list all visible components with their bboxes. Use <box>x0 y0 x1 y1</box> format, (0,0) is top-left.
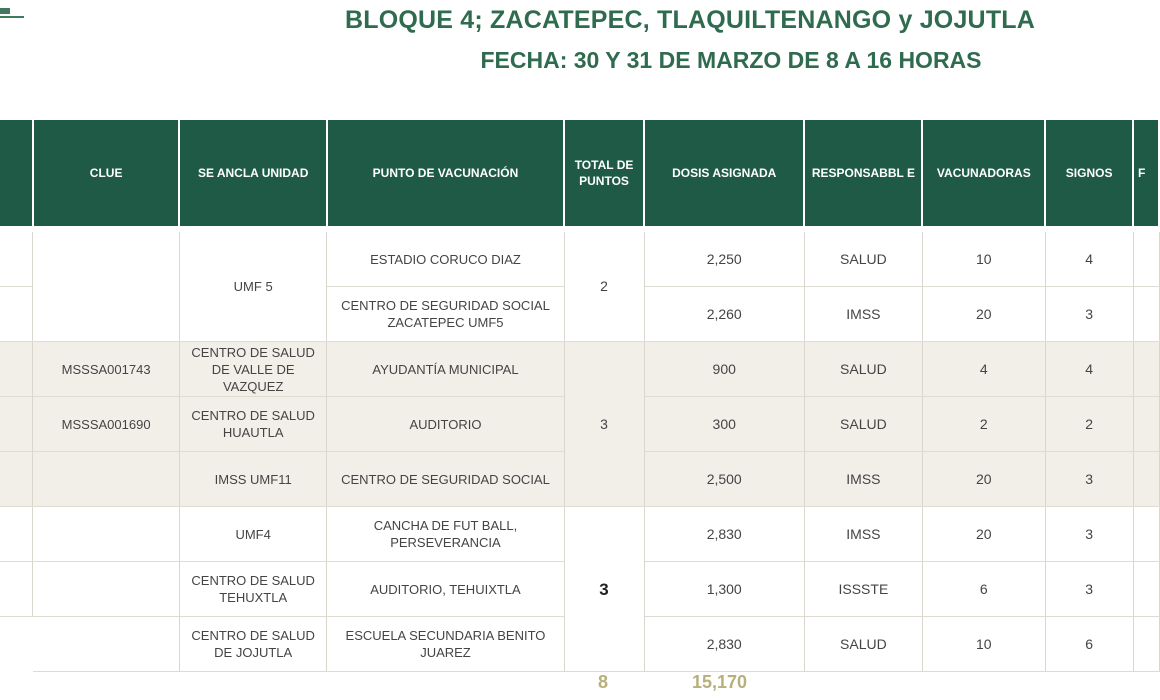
cell-blank <box>0 562 33 617</box>
cell-unidad: CENTRO DE SALUD DE JOJUTLA <box>179 617 326 672</box>
cell-unidad: IMSS UMF11 <box>179 452 326 507</box>
cell-total: 2 <box>564 229 644 342</box>
cell-vac: 4 <box>922 342 1045 397</box>
cell-blank <box>0 287 33 342</box>
cell-punto: CENTRO DE SEGURIDAD SOCIAL <box>327 452 564 507</box>
cell-signos: 3 <box>1045 287 1133 342</box>
col-header-signos: SIGNOS <box>1045 120 1133 229</box>
cell-signos: 4 <box>1045 342 1133 397</box>
cell-signos: 3 <box>1045 507 1133 562</box>
cell-signos: 4 <box>1045 229 1133 287</box>
cell-signos: 2 <box>1045 397 1133 452</box>
cell-punto: AUDITORIO, TEHUIXTLA <box>327 562 564 617</box>
cell-total: 3 <box>564 342 644 507</box>
cell-signos: 3 <box>1045 452 1133 507</box>
cell-vac: 10 <box>922 617 1045 672</box>
cell-blank <box>0 397 33 452</box>
cell-dosis: 2,250 <box>644 229 804 287</box>
cell-extra <box>1133 287 1159 342</box>
cell-punto: AYUDANTÍA MUNICIPAL <box>327 342 564 397</box>
cell-total: 3 <box>564 507 644 672</box>
cell-vac: 20 <box>922 507 1045 562</box>
cell-dosis: 300 <box>644 397 804 452</box>
header-row <box>0 120 1159 229</box>
cell-dosis: 2,830 <box>644 617 804 672</box>
col-header-clue: CLUE <box>33 120 180 229</box>
cell-unidad: UMF4 <box>179 507 326 562</box>
cell-signos: 3 <box>1045 562 1133 617</box>
cell-clue <box>33 452 180 507</box>
cell-dosis: 900 <box>644 342 804 397</box>
cell-vac: 20 <box>922 287 1045 342</box>
cell-punto: ESCUELA SECUNDARIA BENITO JUAREZ <box>327 617 564 672</box>
cell-resp: SALUD <box>804 617 922 672</box>
col-header-resp-label: RESPONSABBL E <box>811 166 915 180</box>
title-line-2: FECHA: 30 Y 31 DE MARZO DE 8 A 16 HORAS <box>480 47 982 73</box>
col-header-0 <box>0 120 33 229</box>
cell-signos: 6 <box>1045 617 1133 672</box>
cell-resp: SALUD <box>804 342 922 397</box>
col-header-total <box>564 120 644 229</box>
cell-dosis: 1,300 <box>644 562 804 617</box>
cell-clue <box>33 229 180 342</box>
total-dosis: 15,170 <box>692 672 748 692</box>
vaccination-table <box>0 120 1160 672</box>
cell-resp: ISSSTE <box>804 562 922 617</box>
cell-blank <box>0 342 33 397</box>
cell-unidad: UMF 5 <box>179 229 326 342</box>
cell-punto: ESTADIO CORUCO DIAZ <box>327 229 564 287</box>
cell-punto: AUDITORIO <box>327 397 564 452</box>
col-header-extra: F <box>1133 120 1159 229</box>
cell-vac: 10 <box>922 229 1045 287</box>
cell-vac: 6 <box>922 562 1045 617</box>
page-title <box>300 6 1080 74</box>
cell-clue <box>33 507 180 562</box>
cell-clue <box>33 562 180 617</box>
cell-resp: SALUD <box>804 397 922 452</box>
cell-extra <box>1133 229 1159 287</box>
cell-clue <box>33 617 180 672</box>
cell-extra <box>1133 342 1159 397</box>
cell-vac: 20 <box>922 452 1045 507</box>
cell-unidad: CENTRO DE SALUD TEHUXTLA <box>179 562 326 617</box>
col-header-vac: VACUNADORAS <box>922 120 1045 229</box>
cell-extra <box>1133 562 1159 617</box>
cell-unidad: CENTRO DE SALUD HUAUTLA <box>179 397 326 452</box>
cell-dosis: 2,500 <box>644 452 804 507</box>
title-line-1: BLOQUE 4; ZACATEPEC, TLAQUILTENANGO y JOJUTLA <box>344 6 1036 34</box>
cell-blank <box>0 617 33 672</box>
col-header-resp <box>804 120 922 229</box>
cell-dosis: 2,260 <box>644 287 804 342</box>
cell-extra <box>1133 617 1159 672</box>
cell-resp: IMSS <box>804 507 922 562</box>
cell-blank <box>0 507 33 562</box>
cell-extra <box>1133 452 1159 507</box>
cell-unidad: CENTRO DE SALUD DE VALLE DE VAZQUEZ <box>179 342 326 397</box>
cell-extra <box>1133 507 1159 562</box>
cell-clue: MSSSA001690 <box>33 397 180 452</box>
col-header-total-label: TOTAL DE PUNTOS <box>574 158 634 188</box>
cell-dosis: 2,830 <box>644 507 804 562</box>
cell-punto: CANCHA DE FUT BALL, PERSEVERANCIA <box>327 507 564 562</box>
col-header-unidad: SE ANCLA UNIDAD <box>179 120 326 229</box>
cell-clue: MSSSA001743 <box>33 342 180 397</box>
cell-punto: CENTRO DE SEGURIDAD SOCIAL ZACATEPEC UMF5 <box>327 287 564 342</box>
logo <box>0 8 26 18</box>
table-row <box>0 507 1159 562</box>
cell-resp: IMSS <box>804 452 922 507</box>
table-row <box>0 229 1159 287</box>
cell-vac: 2 <box>922 397 1045 452</box>
cell-extra <box>1133 397 1159 452</box>
cell-resp: IMSS <box>804 287 922 342</box>
cell-resp: SALUD <box>804 229 922 287</box>
col-header-dosis: DOSIS ASIGNADA <box>644 120 804 229</box>
table-row <box>0 342 1159 397</box>
cell-blank <box>0 452 33 507</box>
col-header-punto: PUNTO DE VACUNACIÓN <box>327 120 564 229</box>
cell-blank <box>0 229 33 287</box>
total-puntos: 8 <box>598 672 609 692</box>
